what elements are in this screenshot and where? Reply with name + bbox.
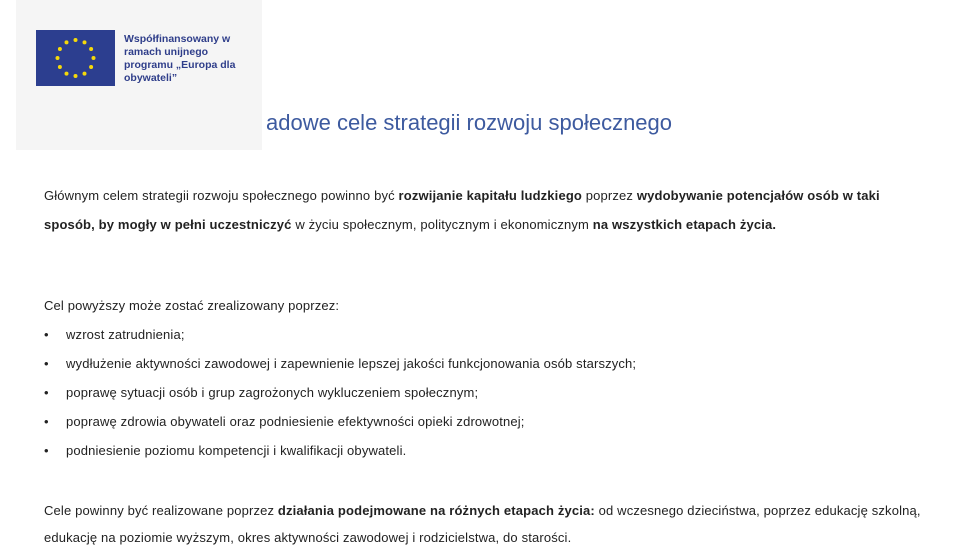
list-item-text: poprawę zdrowia obywateli oraz podniesienie efektywności opieki zdrowotnej;: [66, 414, 525, 429]
list-item: [44, 325, 924, 354]
logo-caption-line: Współfinansowany w: [124, 33, 231, 45]
bold-phrase: działania podejmowane na różnych etapach życia:: [277, 503, 595, 518]
text-run: Cele powinny być realizowane poprzez: [44, 503, 278, 518]
list-item-text: wydłużenie aktywności zawodowej i zapewnienie lepszej jakości funkcjonowania osób starszych;: [66, 356, 637, 371]
goal-list: [44, 325, 924, 470]
text-run: od wczesnego dzieciństwa, poprzez edukację szkolną, edukację na poziomie wyższym, okres aktywności zawodowej i rodzicielstwa, do starości.: [44, 503, 921, 545]
list-item-text: wzrost zatrudnienia;: [66, 327, 185, 342]
logo-caption-line: obywateli”: [124, 72, 178, 84]
list-item-text: podniesienie poziomu kompetencji i kwalifikacji obywateli.: [66, 443, 407, 458]
implementation-paragraph: [44, 497, 924, 551]
list-item: [44, 412, 924, 441]
eu-flag-icon: [36, 30, 115, 86]
intro-paragraph: Cel powyższy może zostać zrealizowany poprzez:: [44, 298, 340, 313]
bold-phrase: na wszystkich etapach życia.: [592, 217, 777, 232]
bullet-icon: •: [44, 443, 49, 458]
bold-phrase: rozwijanie kapitału ludzkiego: [398, 188, 583, 203]
text-run: Głównym celem strategii rozwoju społecznego powinno być: [44, 188, 399, 203]
bold-phrase: wydobywanie potencjałów osób w taki sposób, by mogły w pełni uczestniczyć: [44, 188, 880, 232]
list-item-text: poprawę sytuacji osób i grup zagrożonych wykluczeniem społecznym;: [66, 385, 479, 400]
list-item: [44, 383, 924, 412]
bullet-icon: •: [44, 385, 49, 400]
bullet-icon: •: [44, 356, 49, 371]
bullet-icon: •: [44, 327, 49, 342]
text-run: w życiu społecznym, politycznym i ekonomicznym: [291, 217, 593, 232]
text-run: poprzez: [582, 188, 637, 203]
slide-title: adowe cele strategii rozwoju społecznego: [266, 110, 673, 135]
list-item: [44, 441, 924, 470]
eu-cofinancing-logo: [16, 0, 262, 150]
bullet-icon: •: [44, 414, 49, 429]
logo-caption-line: ramach unijnego: [124, 46, 209, 58]
main-goal-paragraph: [44, 181, 924, 239]
logo-caption-line: programu „Europa dla: [124, 59, 236, 71]
eu-stars: [56, 38, 96, 78]
logo-caption: [124, 33, 254, 85]
list-item: [44, 354, 924, 383]
